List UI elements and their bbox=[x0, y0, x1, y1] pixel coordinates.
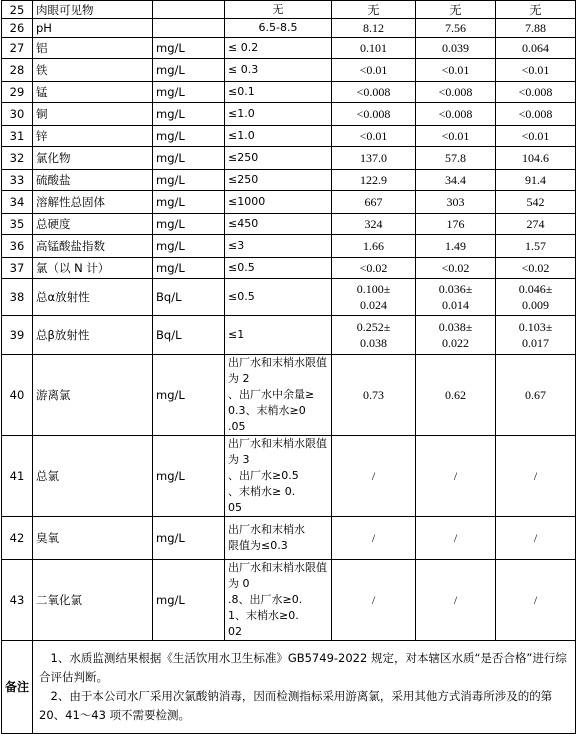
table-row bbox=[2, 560, 576, 641]
result-value-1: 0.101 bbox=[332, 38, 416, 59]
result-value-2: <0.008 bbox=[416, 82, 496, 103]
table-row bbox=[2, 235, 576, 258]
water-quality-table bbox=[1, 0, 576, 734]
item-name: 铜 bbox=[33, 103, 153, 126]
item-unit bbox=[153, 1, 225, 19]
result-value-3: 104.6 bbox=[496, 147, 576, 170]
result-value-1: / bbox=[332, 436, 416, 517]
table-row bbox=[2, 279, 576, 316]
result-value-3: <0.01 bbox=[496, 126, 576, 147]
remark-line-1: 1、水质监测结果根据《生活饮用水卫生标准》GB5749-2022 规定，对本辖区水质“是否合格”进行综合评估判断。 bbox=[39, 651, 567, 684]
result-value-3: 无 bbox=[496, 1, 576, 19]
result-value-1: <0.01 bbox=[332, 126, 416, 147]
item-number: 39 bbox=[2, 316, 33, 355]
item-number: 30 bbox=[2, 103, 33, 126]
item-standard: ≤1.0 bbox=[225, 126, 332, 147]
item-name: 总氯 bbox=[33, 436, 153, 517]
item-number: 38 bbox=[2, 279, 33, 316]
item-number: 35 bbox=[2, 214, 33, 235]
item-unit: mg/L bbox=[153, 82, 225, 103]
item-unit: mg/L bbox=[153, 191, 225, 214]
result-value-2: 无 bbox=[416, 1, 496, 19]
item-number: 43 bbox=[2, 560, 33, 641]
result-value-1: <0.01 bbox=[332, 59, 416, 82]
item-unit: Bq/L bbox=[153, 316, 225, 355]
result-value-1: 1.66 bbox=[332, 235, 416, 258]
table-row bbox=[2, 258, 576, 279]
result-value-3: <0.008 bbox=[496, 103, 576, 126]
result-value-2: / bbox=[416, 560, 496, 641]
item-unit: mg/L bbox=[153, 59, 225, 82]
result-value-3: / bbox=[496, 517, 576, 560]
table-row bbox=[2, 59, 576, 82]
item-name: 溶解性总固体 bbox=[33, 191, 153, 214]
remark-label: 备注 bbox=[2, 641, 33, 734]
result-value-1: 无 bbox=[332, 1, 416, 19]
item-number: 31 bbox=[2, 126, 33, 147]
item-standard: ≤ 0.3 bbox=[225, 59, 332, 82]
item-unit: mg/L bbox=[153, 235, 225, 258]
table-row bbox=[2, 103, 576, 126]
item-unit: mg/L bbox=[153, 147, 225, 170]
item-name: 高锰酸盐指数 bbox=[33, 235, 153, 258]
item-number: 40 bbox=[2, 355, 33, 436]
result-value-2: 0.038± 0.022 bbox=[416, 316, 496, 355]
item-standard: 无 bbox=[225, 1, 332, 19]
item-standard: 出厂水和末梢水限值为 0 .8、出厂水≥0. 1、末梢水≥0. 02 bbox=[225, 560, 332, 641]
item-name: 臭氧 bbox=[33, 517, 153, 560]
item-unit: Bq/L bbox=[153, 279, 225, 316]
table-row bbox=[2, 147, 576, 170]
result-value-1: 324 bbox=[332, 214, 416, 235]
item-name: 硫酸盐 bbox=[33, 170, 153, 191]
item-number: 25 bbox=[2, 1, 33, 19]
result-value-1: 122.9 bbox=[332, 170, 416, 191]
item-name: 铝 bbox=[33, 38, 153, 59]
result-value-1: 137.0 bbox=[332, 147, 416, 170]
item-number: 28 bbox=[2, 59, 33, 82]
item-standard: ≤250 bbox=[225, 147, 332, 170]
item-number: 33 bbox=[2, 170, 33, 191]
result-value-3: <0.01 bbox=[496, 59, 576, 82]
item-standard: 出厂水和末梢水限值为 2 、出厂水中余量≥ 0.3、末梢水≥0 .05 bbox=[225, 355, 332, 436]
result-value-3: 542 bbox=[496, 191, 576, 214]
item-unit: mg/L bbox=[153, 126, 225, 147]
item-name: 氯（以 N 计） bbox=[33, 258, 153, 279]
item-number: 27 bbox=[2, 38, 33, 59]
item-standard: ≤3 bbox=[225, 235, 332, 258]
item-number: 32 bbox=[2, 147, 33, 170]
table-row bbox=[2, 38, 576, 59]
item-standard: ≤0.5 bbox=[225, 258, 332, 279]
table-row bbox=[2, 82, 576, 103]
result-value-3: 0.103± 0.017 bbox=[496, 316, 576, 355]
item-number: 29 bbox=[2, 82, 33, 103]
remark-row bbox=[2, 641, 576, 734]
item-number: 41 bbox=[2, 436, 33, 517]
result-value-2: <0.01 bbox=[416, 59, 496, 82]
table-row bbox=[2, 355, 576, 436]
result-value-2: <0.008 bbox=[416, 103, 496, 126]
result-value-2: 176 bbox=[416, 214, 496, 235]
result-value-3: 7.88 bbox=[496, 19, 576, 38]
result-value-3: / bbox=[496, 560, 576, 641]
remark-line-2: 2、由于本公司水厂采用次氯酸钠消毒，因而检测指标采用游离氯，采用其他方式消毒所涉及的的第 20、41～43 项不需要检测。 bbox=[39, 689, 553, 722]
item-name: 总α放射性 bbox=[33, 279, 153, 316]
item-name: 总β放射性 bbox=[33, 316, 153, 355]
item-standard: ≤450 bbox=[225, 214, 332, 235]
table-row bbox=[2, 214, 576, 235]
item-unit: mg/L bbox=[153, 258, 225, 279]
result-value-2: 1.49 bbox=[416, 235, 496, 258]
item-number: 42 bbox=[2, 517, 33, 560]
result-value-1: 0.100± 0.024 bbox=[332, 279, 416, 316]
item-unit: mg/L bbox=[153, 170, 225, 191]
result-value-1: 8.12 bbox=[332, 19, 416, 38]
table-row bbox=[2, 517, 576, 560]
result-value-1: <0.008 bbox=[332, 103, 416, 126]
result-value-2: / bbox=[416, 436, 496, 517]
result-value-2: 0.62 bbox=[416, 355, 496, 436]
result-value-2: <0.02 bbox=[416, 258, 496, 279]
result-value-3: 0.046± 0.009 bbox=[496, 279, 576, 316]
result-value-2: <0.01 bbox=[416, 126, 496, 147]
result-value-1: / bbox=[332, 560, 416, 641]
item-name: 铁 bbox=[33, 59, 153, 82]
item-name: 锌 bbox=[33, 126, 153, 147]
item-standard: ≤1.0 bbox=[225, 103, 332, 126]
item-unit: mg/L bbox=[153, 517, 225, 560]
item-standard: ≤250 bbox=[225, 170, 332, 191]
result-value-2: / bbox=[416, 517, 496, 560]
item-standard: ≤1 bbox=[225, 316, 332, 355]
item-standard: ≤1000 bbox=[225, 191, 332, 214]
table-row bbox=[2, 316, 576, 355]
result-value-2: 0.039 bbox=[416, 38, 496, 59]
item-name: 锰 bbox=[33, 82, 153, 103]
result-value-2: 0.036± 0.014 bbox=[416, 279, 496, 316]
table-row bbox=[2, 191, 576, 214]
item-unit: mg/L bbox=[153, 214, 225, 235]
item-standard: 出厂水和末梢水 限值为≤0.3 bbox=[225, 517, 332, 560]
item-standard: 6.5-8.5 bbox=[225, 19, 332, 38]
result-value-3: 0.064 bbox=[496, 38, 576, 59]
item-name: 肉眼可见物 bbox=[33, 1, 153, 19]
item-standard: ≤ 0.2 bbox=[225, 38, 332, 59]
result-value-3: 0.67 bbox=[496, 355, 576, 436]
item-number: 36 bbox=[2, 235, 33, 258]
item-standard: ≤0.5 bbox=[225, 279, 332, 316]
remark-text bbox=[33, 641, 576, 734]
table-row bbox=[2, 170, 576, 191]
result-value-3: / bbox=[496, 436, 576, 517]
table-row bbox=[2, 1, 576, 19]
item-unit: mg/L bbox=[153, 560, 225, 641]
item-number: 37 bbox=[2, 258, 33, 279]
result-value-2: 57.8 bbox=[416, 147, 496, 170]
table-row bbox=[2, 19, 576, 38]
item-number: 26 bbox=[2, 19, 33, 38]
result-value-1: 667 bbox=[332, 191, 416, 214]
result-value-3: 1.57 bbox=[496, 235, 576, 258]
result-value-3: 91.4 bbox=[496, 170, 576, 191]
result-value-2: 303 bbox=[416, 191, 496, 214]
item-unit: mg/L bbox=[153, 436, 225, 517]
item-number: 34 bbox=[2, 191, 33, 214]
item-standard: ≤0.1 bbox=[225, 82, 332, 103]
item-unit: mg/L bbox=[153, 355, 225, 436]
result-value-1: 0.252± 0.038 bbox=[332, 316, 416, 355]
result-value-2: 34.4 bbox=[416, 170, 496, 191]
item-name: 氯化物 bbox=[33, 147, 153, 170]
item-unit: mg/L bbox=[153, 38, 225, 59]
item-unit: mg/L bbox=[153, 103, 225, 126]
result-value-3: 274 bbox=[496, 214, 576, 235]
item-name: pH bbox=[33, 19, 153, 38]
item-name: 游离氯 bbox=[33, 355, 153, 436]
item-standard: 出厂水和末梢水限值为 3 、出厂水≥0.5 、末梢水≥ 0. 05 bbox=[225, 436, 332, 517]
result-value-1: / bbox=[332, 517, 416, 560]
table-row bbox=[2, 126, 576, 147]
result-value-1: <0.008 bbox=[332, 82, 416, 103]
table-row bbox=[2, 436, 576, 517]
result-value-1: <0.02 bbox=[332, 258, 416, 279]
result-value-3: <0.008 bbox=[496, 82, 576, 103]
item-unit bbox=[153, 19, 225, 38]
result-value-2: 7.56 bbox=[416, 19, 496, 38]
result-value-1: 0.73 bbox=[332, 355, 416, 436]
result-value-3: <0.02 bbox=[496, 258, 576, 279]
item-name: 总硬度 bbox=[33, 214, 153, 235]
item-name: 二氧化氯 bbox=[33, 560, 153, 641]
